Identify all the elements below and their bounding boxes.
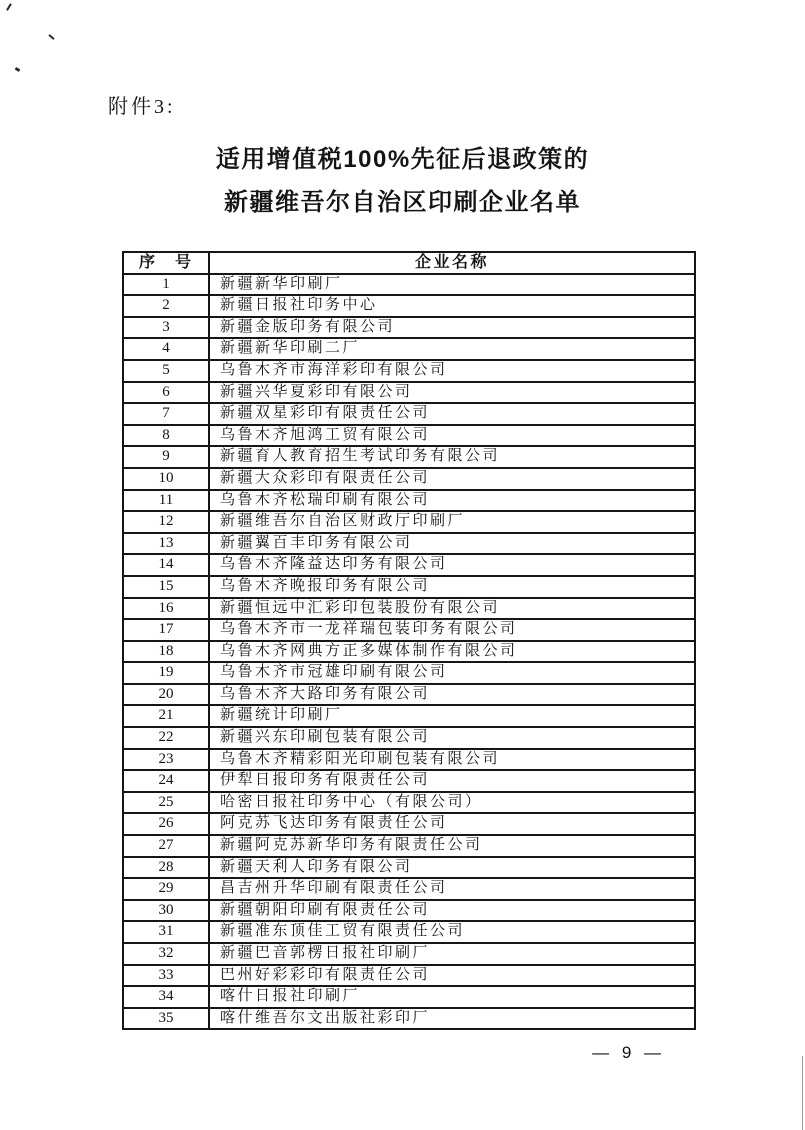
table-row [123, 965, 695, 987]
row-number-cell: 27 [123, 835, 209, 857]
scan-speckle [6, 3, 12, 11]
row-number-cell: 8 [123, 425, 209, 447]
table-row [123, 770, 695, 792]
table-row [123, 295, 695, 317]
company-name-cell: 新疆朝阳印刷有限责任公司 [209, 900, 695, 922]
company-name-cell: 乌鲁木齐市冠雄印刷有限公司 [209, 662, 695, 684]
company-name-cell: 乌鲁木齐晚报印务有限公司 [209, 576, 695, 598]
table-row [123, 813, 695, 835]
row-number-cell: 7 [123, 403, 209, 425]
row-number-cell: 28 [123, 857, 209, 879]
row-number-cell: 15 [123, 576, 209, 598]
company-name-cell: 阿克苏飞达印务有限责任公司 [209, 813, 695, 835]
row-number-cell: 6 [123, 382, 209, 404]
row-number-cell: 33 [123, 965, 209, 987]
row-number-cell: 2 [123, 295, 209, 317]
table-row [123, 468, 695, 490]
row-number-cell: 35 [123, 1008, 209, 1030]
row-number-cell: 34 [123, 986, 209, 1008]
scan-speckle [48, 34, 55, 40]
table-row [123, 727, 695, 749]
table-row [123, 662, 695, 684]
table-header-row [123, 252, 695, 274]
row-number-cell: 4 [123, 338, 209, 360]
company-name-cell: 新疆大众彩印有限责任公司 [209, 468, 695, 490]
row-number-cell: 22 [123, 727, 209, 749]
page-number: — 9 — [592, 1043, 665, 1062]
row-number-cell: 29 [123, 878, 209, 900]
table-row [123, 986, 695, 1008]
company-name-cell: 新疆兴东印刷包装有限公司 [209, 727, 695, 749]
row-number-cell: 14 [123, 554, 209, 576]
row-number-cell: 5 [123, 360, 209, 382]
company-name-cell: 新疆恒远中汇彩印包装股份有限公司 [209, 598, 695, 620]
document-title [0, 138, 805, 224]
table-row [123, 338, 695, 360]
company-name-cell: 新疆准东顶佳工贸有限责任公司 [209, 921, 695, 943]
table-row [123, 446, 695, 468]
company-name-cell: 巴州好彩彩印有限责任公司 [209, 965, 695, 987]
table-row [123, 598, 695, 620]
company-name-cell: 新疆维吾尔自治区财政厅印刷厂 [209, 511, 695, 533]
column-header-number: 序 号 [123, 252, 209, 274]
company-name-cell: 乌鲁木齐网典方正多媒体制作有限公司 [209, 641, 695, 663]
company-name-cell: 新疆育人教育招生考试印务有限公司 [209, 446, 695, 468]
table-row [123, 641, 695, 663]
company-table [122, 251, 696, 1030]
table-row [123, 900, 695, 922]
row-number-cell: 16 [123, 598, 209, 620]
table-row [123, 576, 695, 598]
scan-speckle [15, 67, 21, 72]
table-row [123, 554, 695, 576]
scan-artifact-line [802, 1056, 803, 1130]
row-number-cell: 21 [123, 705, 209, 727]
company-name-cell: 哈密日报社印务中心（有限公司） [209, 792, 695, 814]
company-name-cell: 新疆阿克苏新华印务有限责任公司 [209, 835, 695, 857]
row-number-cell: 19 [123, 662, 209, 684]
row-number-cell: 32 [123, 943, 209, 965]
company-name-cell: 乌鲁木齐大路印务有限公司 [209, 684, 695, 706]
table-row [123, 835, 695, 857]
attachment-label: 附件3: [108, 96, 176, 118]
row-number-cell: 3 [123, 317, 209, 339]
company-name-cell: 乌鲁木齐松瑞印刷有限公司 [209, 490, 695, 512]
table-row [123, 878, 695, 900]
table-row [123, 921, 695, 943]
company-name-cell: 新疆巴音郭楞日报社印刷厂 [209, 943, 695, 965]
company-name-cell: 乌鲁木齐旭鸿工贸有限公司 [209, 425, 695, 447]
company-name-cell: 新疆新华印刷厂 [209, 274, 695, 296]
title-line-1: 适用增值税100%先征后退政策的 [215, 146, 590, 173]
table-row [123, 792, 695, 814]
row-number-cell: 13 [123, 533, 209, 555]
table-row [123, 382, 695, 404]
company-name-cell: 新疆金版印务有限公司 [209, 317, 695, 339]
row-number-cell: 10 [123, 468, 209, 490]
row-number-cell: 17 [123, 619, 209, 641]
company-name-cell: 新疆天利人印务有限公司 [209, 857, 695, 879]
table-row [123, 403, 695, 425]
row-number-cell: 25 [123, 792, 209, 814]
row-number-cell: 18 [123, 641, 209, 663]
company-name-cell: 乌鲁木齐市一龙祥瑞包装印务有限公司 [209, 619, 695, 641]
table-row [123, 1008, 695, 1030]
company-name-cell: 新疆新华印刷二厂 [209, 338, 695, 360]
table-row [123, 684, 695, 706]
row-number-cell: 12 [123, 511, 209, 533]
table-row [123, 490, 695, 512]
title-line-2: 新疆维吾尔自治区印刷企业名单 [224, 189, 581, 216]
table-row [123, 943, 695, 965]
table-row [123, 619, 695, 641]
company-name-cell: 乌鲁木齐隆益达印务有限公司 [209, 554, 695, 576]
company-name-cell: 新疆兴华夏彩印有限公司 [209, 382, 695, 404]
row-number-cell: 11 [123, 490, 209, 512]
company-name-cell: 新疆统计印刷厂 [209, 705, 695, 727]
company-name-cell: 乌鲁木齐精彩阳光印刷包装有限公司 [209, 749, 695, 771]
table-row [123, 857, 695, 879]
row-number-cell: 24 [123, 770, 209, 792]
row-number-cell: 20 [123, 684, 209, 706]
table-row [123, 533, 695, 555]
company-name-cell: 乌鲁木齐市海洋彩印有限公司 [209, 360, 695, 382]
table-row [123, 749, 695, 771]
company-name-cell: 喀什日报社印刷厂 [209, 986, 695, 1008]
company-name-cell: 喀什维吾尔文出版社彩印厂 [209, 1008, 695, 1030]
row-number-cell: 30 [123, 900, 209, 922]
row-number-cell: 9 [123, 446, 209, 468]
company-name-cell: 伊犁日报印务有限责任公司 [209, 770, 695, 792]
table-row [123, 705, 695, 727]
table-row [123, 425, 695, 447]
company-name-cell: 新疆日报社印务中心 [209, 295, 695, 317]
row-number-cell: 1 [123, 274, 209, 296]
table-row [123, 511, 695, 533]
table-row [123, 274, 695, 296]
table-row [123, 317, 695, 339]
row-number-cell: 23 [123, 749, 209, 771]
company-table-body [123, 274, 695, 1030]
company-name-cell: 新疆翼百丰印务有限公司 [209, 533, 695, 555]
column-header-name: 企业名称 [209, 252, 695, 274]
company-name-cell: 新疆双星彩印有限责任公司 [209, 403, 695, 425]
company-name-cell: 昌吉州升华印刷有限责任公司 [209, 878, 695, 900]
table-row [123, 360, 695, 382]
row-number-cell: 26 [123, 813, 209, 835]
row-number-cell: 31 [123, 921, 209, 943]
